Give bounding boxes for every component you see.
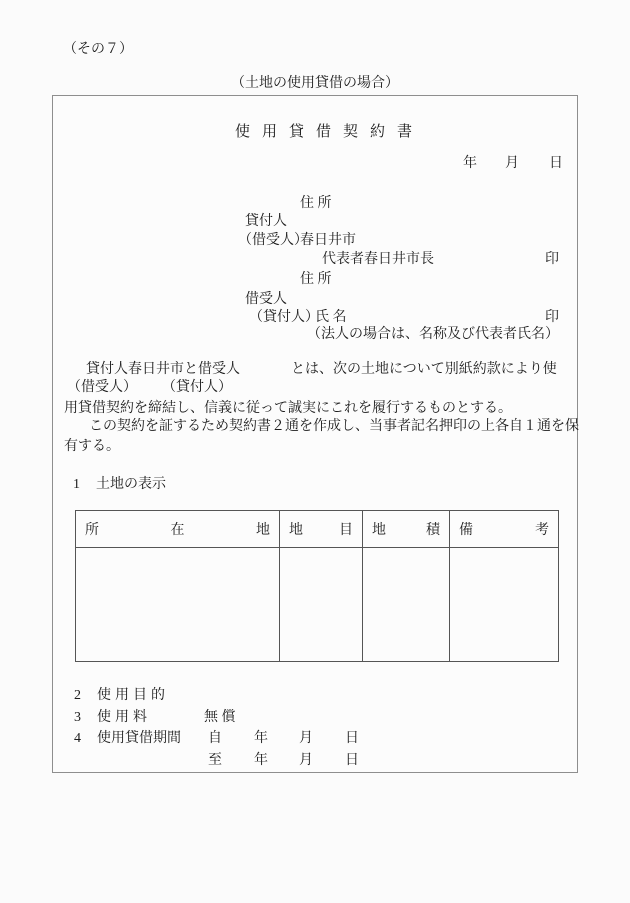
period-from-month-label: 月 bbox=[299, 731, 313, 746]
date-year-label: 年 bbox=[463, 156, 477, 171]
lender-seal-mark: 印 bbox=[545, 252, 559, 267]
section4-number: 4 bbox=[74, 731, 81, 746]
period-from-day-label: 日 bbox=[345, 731, 359, 746]
borrower-role-label: 借受人 bbox=[245, 292, 287, 307]
lender-address-label: 住 所 bbox=[300, 196, 332, 211]
body-line1-left: 貸付人春日井市と借受人 bbox=[86, 362, 240, 377]
contract-frame bbox=[52, 95, 578, 773]
contract-title: 使用貸借契約書 bbox=[235, 124, 425, 140]
section3-value: 無 償 bbox=[204, 710, 236, 725]
table-cell-location bbox=[76, 548, 280, 661]
period-to-day-label: 日 bbox=[345, 753, 359, 768]
body-line1-right: とは、次の土地について別紙約款により使 bbox=[291, 362, 557, 377]
lender-alt-role-label: （借受人） bbox=[238, 233, 308, 248]
period-from-label: 自 bbox=[208, 731, 222, 746]
table-header-category: 地 目 bbox=[280, 511, 363, 547]
form-number: （その７） bbox=[63, 42, 133, 57]
section3-number: 3 bbox=[74, 710, 81, 725]
table-cell-area bbox=[363, 548, 450, 661]
table-header-row bbox=[76, 511, 558, 548]
period-to-label: 至 bbox=[208, 753, 222, 768]
lender-name: 春日井市 bbox=[300, 233, 356, 248]
borrower-seal-mark: 印 bbox=[545, 310, 559, 325]
section2-number: 2 bbox=[74, 688, 81, 703]
land-description-table bbox=[75, 510, 559, 662]
lender-role-label: 貸付人 bbox=[245, 214, 287, 229]
document-caption: （土地の使用貸借の場合） bbox=[231, 76, 399, 91]
table-cell-category bbox=[280, 548, 363, 661]
borrower-address-label: 住 所 bbox=[300, 272, 332, 287]
table-header-area: 地 積 bbox=[363, 511, 450, 547]
period-to-year-label: 年 bbox=[254, 753, 268, 768]
period-from-year-label: 年 bbox=[254, 731, 268, 746]
borrower-name-label: 氏 名 bbox=[315, 310, 347, 325]
date-month-label: 月 bbox=[505, 156, 519, 171]
body-ruby-right: （貸付人） bbox=[162, 380, 232, 395]
table-cell-remarks bbox=[450, 548, 558, 661]
section1-number: 1 bbox=[73, 477, 80, 492]
lender-representative: 代表者春日井市長 bbox=[322, 252, 434, 267]
section4-label: 使用貸借期間 bbox=[97, 731, 181, 746]
body-line3: この契約を証するため契約書２通を作成し、当事者記名押印の上各自１通を保 bbox=[89, 419, 579, 434]
borrower-alt-role-label: （貸付人） bbox=[249, 310, 319, 325]
section3-label: 使用料 bbox=[97, 710, 151, 725]
section2-label: 使用目的 bbox=[97, 688, 169, 703]
section1-label: 土地の表示 bbox=[96, 477, 166, 492]
body-line4: 有する。 bbox=[64, 439, 120, 454]
table-body-row bbox=[76, 548, 558, 661]
period-to-month-label: 月 bbox=[299, 753, 313, 768]
table-header-location: 所 在 地 bbox=[76, 511, 280, 547]
date-day-label: 日 bbox=[549, 156, 563, 171]
corporation-note: （法人の場合は、名称及び代表者氏名） bbox=[307, 327, 559, 342]
body-line2: 用貸借契約を締結し、信義に従って誠実にこれを履行するものとする。 bbox=[64, 401, 512, 416]
body-ruby-left: （借受人） bbox=[67, 380, 137, 395]
table-header-remarks: 備 考 bbox=[459, 523, 549, 538]
